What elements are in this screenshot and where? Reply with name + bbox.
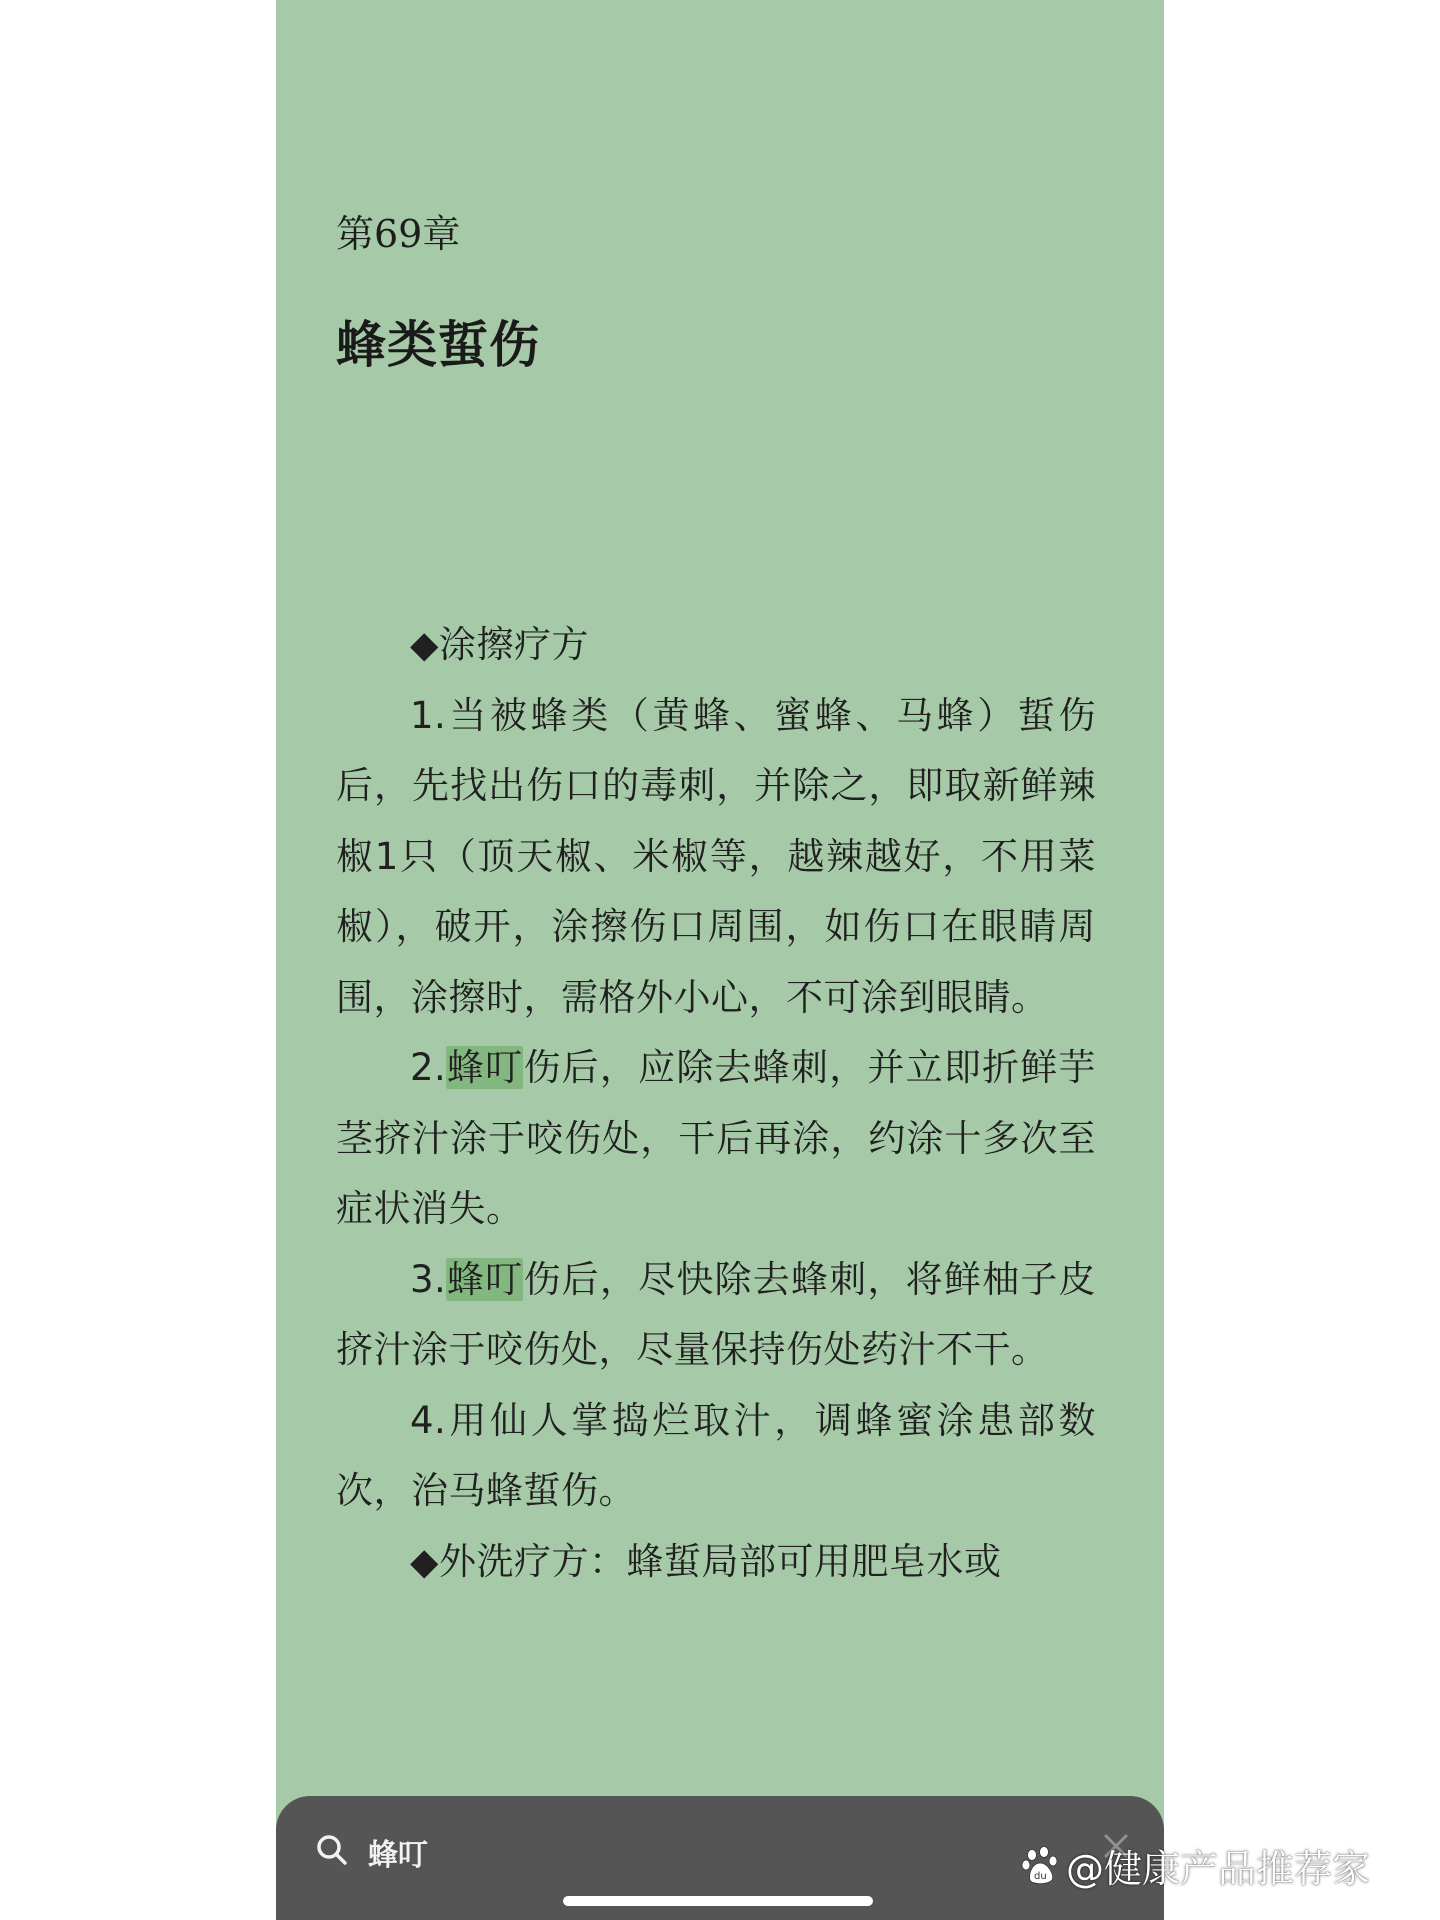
paragraph-2-prefix: 2. <box>410 1046 447 1089</box>
reader-page[interactable] <box>276 0 1164 1920</box>
svg-text:du: du <box>1034 1870 1047 1882</box>
chapter-title: 蜂类蜇伤 <box>336 315 540 374</box>
search-highlight[interactable]: 蜂叮 <box>446 1046 524 1089</box>
search-query[interactable]: 蜂叮 <box>368 1838 428 1873</box>
paragraph-3 <box>336 1245 1096 1386</box>
chapter-body <box>336 610 1096 1597</box>
paragraph-2-text: 伤后，应除去蜂刺，并立即折鲜芋茎挤汁涂于咬伤处，干后再涂，约涂十多次至症状消失。 <box>336 1046 1097 1230</box>
paragraph-3-text: 伤后，尽快除去蜂刺，将鲜柚子皮挤汁涂于咬伤处，尽量保持伤处药汁不干。 <box>336 1257 1097 1371</box>
watermark-text: @健康产品推荐家 <box>1066 1847 1371 1891</box>
paragraph-3-prefix: 3. <box>410 1257 447 1301</box>
paragraph-1: 1.当被蜂类（黄蜂、蜜蜂、马蜂）蜇伤后，先找出伤口的毒刺，并除之，即取新鲜辣椒1只（顶天椒、米椒等，越辣越好，不用菜椒），破开，涂擦伤口周围，如伤口在眼睛周围，涂擦时，需格外小心，不可涂到眼睛。 <box>336 693 1096 1019</box>
paragraph-2 <box>336 1033 1096 1245</box>
chapter-number: 第69章 <box>336 212 461 256</box>
search-icon[interactable] <box>314 1832 350 1868</box>
watermark <box>1020 1838 1370 1893</box>
search-highlight[interactable]: 蜂叮 <box>446 1257 524 1301</box>
baidu-paw-logo-icon <box>1020 1845 1062 1887</box>
section-heading-rub: ◆涂擦疗方 <box>410 623 589 666</box>
section-heading-wash: ◆外洗疗方：蜂蜇局部可用肥皂水或 <box>410 1539 1002 1583</box>
paragraph-4: 4.用仙人掌捣烂取汁，调蜂蜜涂患部数次，治马蜂蜇伤。 <box>336 1398 1096 1512</box>
home-indicator <box>563 1896 873 1906</box>
